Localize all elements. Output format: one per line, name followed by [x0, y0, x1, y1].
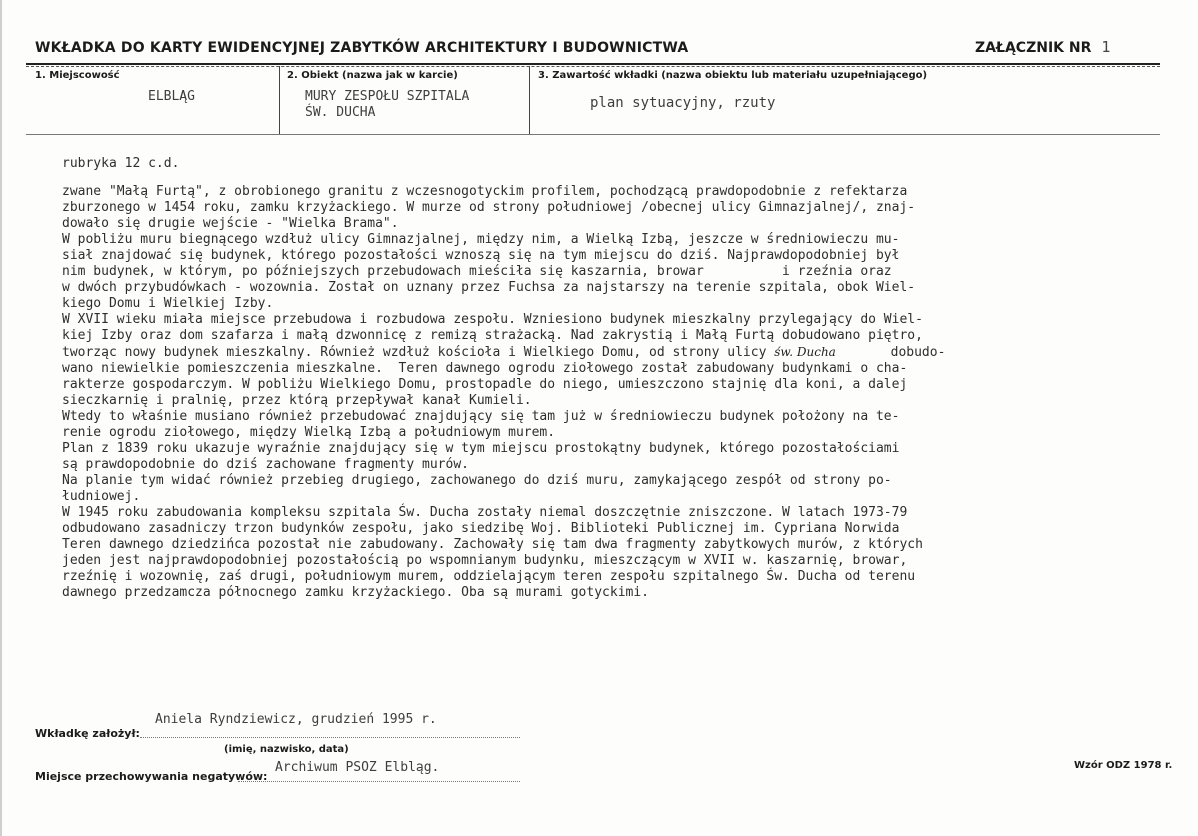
- text-block-a: [62, 184, 1172, 344]
- text-line: w dwóch przybudówkach - wozownia. Został on uznany przez Fuchsa za najstarszy na terenie szpitala, obok Wiel-: [62, 280, 916, 295]
- header-rule-dashed: [26, 66, 1160, 67]
- form-title: WKŁADKA DO KARTY EWIDENCYJNEJ ZABYTKÓW ARCHITEKTURY I BUDOWNICTWA: [35, 40, 689, 56]
- negatives-value: Archiwum PSOZ Elbląg.: [275, 760, 440, 775]
- text-line: Teren dawnego dziedzińca pozostał nie zabudowany. Zachowały się tam dwa fragmenty zabytkowych murów, z których: [62, 537, 923, 552]
- text-line: kiej Izby oraz dom szafarza i małą dzwonnicę z remizą strażacką. Nad zakrystią i Małą Furtą dobudowano piętro,: [62, 328, 923, 343]
- object-value: MURY ZESPOŁU SZPITALA ŚW. DUCHA: [305, 89, 470, 120]
- text-line: dowało się drugie wejście - "Wielka Brama".: [62, 216, 399, 231]
- text-line: W XVII wieku miała miejsce przebudowa i rozbudowa zespołu. Wzniesiono budynek mieszkalny przylegający do Wiel-: [62, 312, 923, 327]
- text-line: W pobliżu muru biegnącego wzdłuż ulicy Gimnazjalnej, między nim, a Wielką Izbą, jeszcze w średniowieczu mu-: [62, 232, 900, 247]
- author-label: Wkładkę założył:: [35, 727, 140, 740]
- continuation-heading: rubryka 12 c.d.: [62, 156, 180, 171]
- author-dotline: [140, 737, 520, 738]
- text-line: wano niewielkie pomieszczenia mieszkalne. Teren dawnego ogrodu ziołowego został zabudowany budynkami o cha-: [62, 361, 908, 376]
- handwritten-street: św. Ducha: [774, 345, 836, 359]
- text-line: Wtedy to właśnie musiano również przebudować znajdujący się tam już w średniowieczu budynek położony na te-: [62, 409, 900, 424]
- object-label: 2. Obiekt (nazwa jak w karcie): [287, 70, 458, 81]
- header-row-bottom-rule: [26, 134, 1160, 135]
- text-line: zwane "Małą Furtą", z obrobionego granitu z wczesnogotyckim profilem, pochodzącą prawdopodobnie z refektarza: [62, 184, 908, 199]
- place-label: 1. Miejscowość: [35, 70, 120, 81]
- form-code: Wzór ODZ 1978 r.: [1074, 760, 1173, 771]
- annex-label-text: ZAŁĄCZNIK NR: [975, 40, 1092, 56]
- text-line: sieczkarnię i pralnię, przez którą przepływał kanał Kumieli.: [62, 393, 532, 408]
- annex-label: [975, 38, 1110, 56]
- text-line: łudniowej.: [62, 489, 141, 504]
- text-line: dawnego przedzamcza północnego zamku krzyżackiego. Oba są murami gotyckimi.: [62, 585, 649, 600]
- contents-label: 3. Zawartość wkładki (nazwa obiektu lub materiału uzupełniającego): [538, 70, 928, 81]
- negatives-dotline: [238, 781, 520, 782]
- header-rule: [26, 63, 1160, 65]
- author-caption: (imię, nazwisko, data): [224, 744, 349, 755]
- text-line: tworząc nowy budynek mieszkalny. Również wzdłuż kościoła i Wielkiego Domu, od strony ulicy: [62, 345, 767, 360]
- column-divider: [529, 66, 530, 134]
- continuation-text: [62, 156, 1172, 601]
- author-value: Aniela Ryndziewicz, grudzień 1995 r.: [155, 712, 437, 727]
- contents-value: plan sytuacyjny, rzuty: [590, 95, 776, 111]
- text-line-with-handwriting: [62, 344, 1172, 361]
- text-line: siał znajdować się budynek, którego pozostałości wznoszą się na tym miejscu do dziś. Najprawdopodobniej był: [62, 248, 900, 263]
- place-value: ELBLĄG: [148, 89, 195, 104]
- annex-number: 1: [1101, 38, 1111, 56]
- text-line: Plan z 1839 roku ukazuje wyraźnie znajdujący się w tym miejscu prostokątny budynek, którego pozostałościami: [62, 441, 900, 456]
- text-line: W 1945 roku zabudowania kompleksu szpitala Św. Ducha zostały niemal doszczętnie zniszczone. W latach 1973-79: [62, 505, 908, 520]
- text-line: Na planie tym widać również przebieg drugiego, zachowanego do dziś muru, zamykającego zespół od strony po-: [62, 473, 892, 488]
- text-line: renie ogrodu ziołowego, między Wielką Izbą a południowym murem.: [62, 425, 556, 440]
- text-line: są prawdopodobnie do dziś zachowane fragmenty murów.: [62, 457, 469, 472]
- negatives-label: Miejsce przechowywania negatywów:: [35, 770, 268, 783]
- column-divider: [279, 66, 280, 134]
- text-line: rakterze gospodarczym. W pobliżu Wielkiego Domu, prostopadle do niego, umieszczono stajnię dla koni, a dalej: [62, 377, 908, 392]
- text-line: odbudowano zasadniczy trzon budynków zespołu, jako siedzibę Woj. Biblioteki Publicznej im. Cypriana Norwida: [62, 521, 900, 536]
- text-line: nim budynek, w którym, po późniejszych przebudowach mieściła się kaszarnia, browar i rzeźnia oraz: [62, 264, 892, 279]
- text-block-b: [62, 361, 1172, 601]
- text-line: kiego Domu i Wielkiej Izby.: [62, 296, 274, 311]
- text-line: rzeźnię i wozownię, zaś drugi, południowym murem, oddzielającym teren zespołu szpitalnego Św. Ducha od terenu: [62, 569, 916, 584]
- text-line: jeden jest najprawdopodobniej pozostałością po wspomnianym budynku, mieszczącym w XVII w. kaszarnię, browar,: [62, 553, 908, 568]
- text-line: dobudo-: [890, 345, 946, 360]
- text-line: zburzonego w 1454 roku, zamku krzyżackiego. W murze od strony południowej /obecnej ulicy Gimnazjalnej/, znaj-: [62, 200, 916, 215]
